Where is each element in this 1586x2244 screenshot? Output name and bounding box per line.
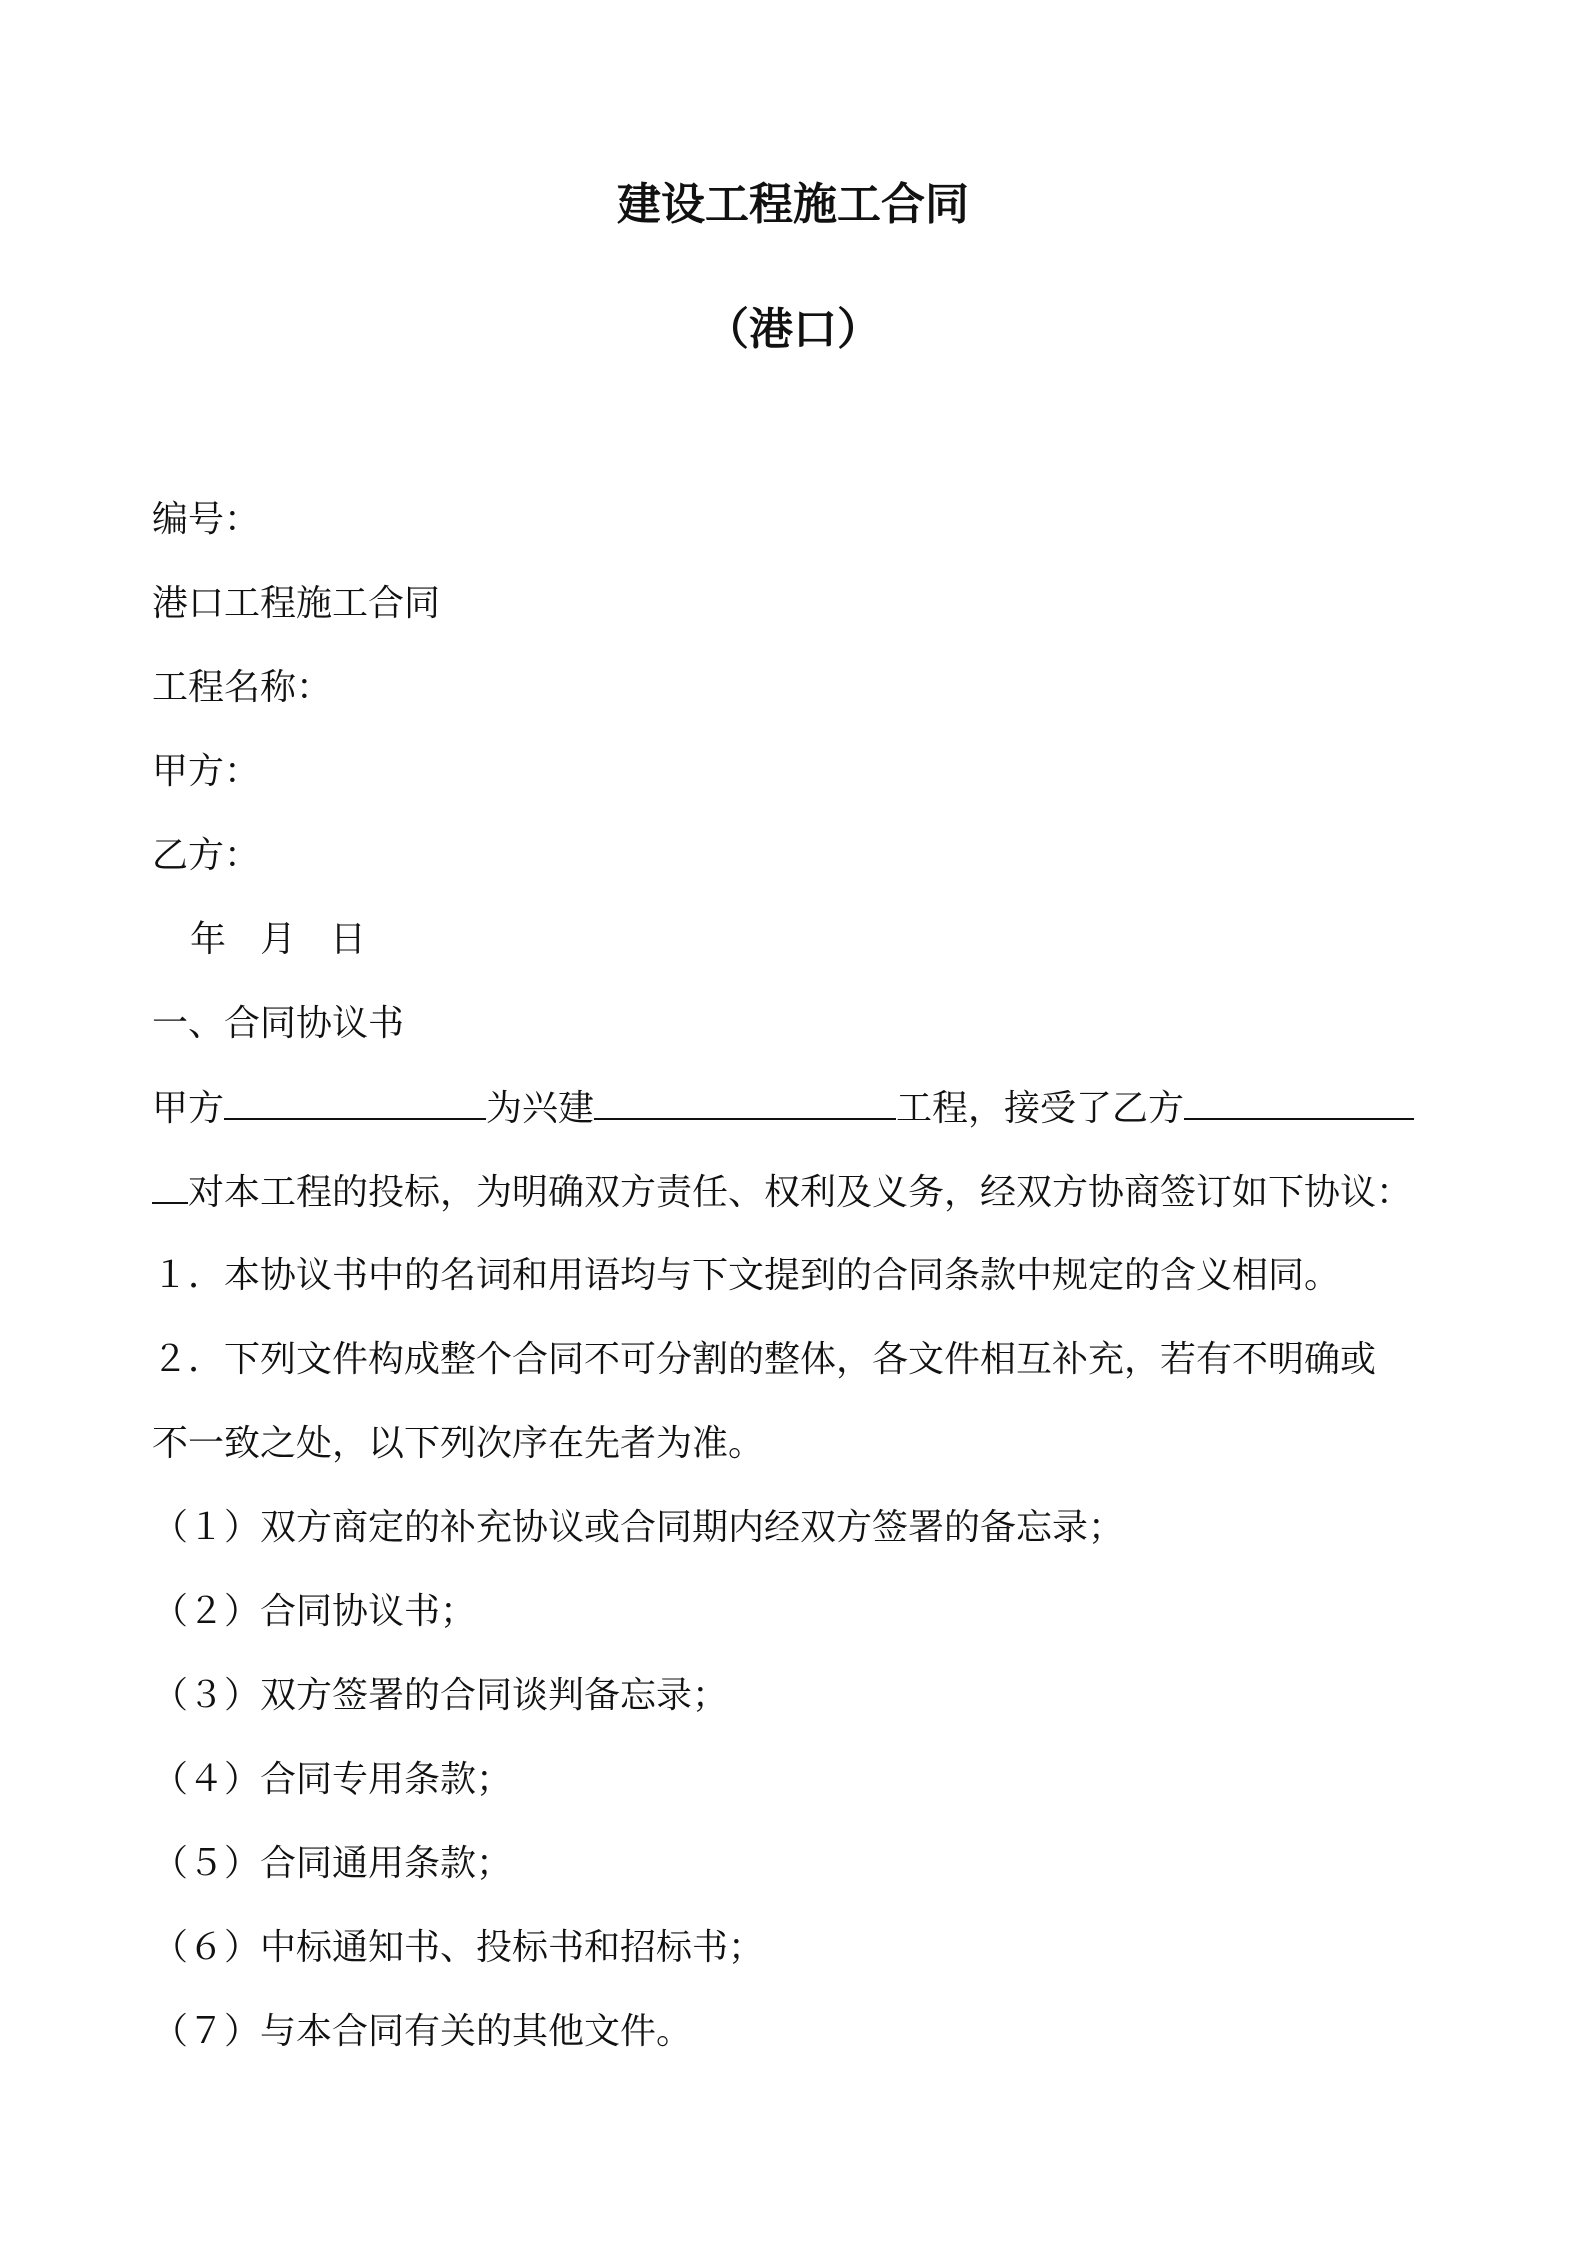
clause-2-line-1: ２．下列文件构成整个合同不可分割的整体，各文件相互补充，若有不明确或 — [152, 1339, 1377, 1380]
party-a-label: 甲方： — [152, 751, 261, 792]
date-day: 日 — [330, 919, 367, 960]
intro-line-2 — [152, 1168, 1442, 1217]
list-item: （２）合同协议书； — [152, 1591, 477, 1632]
intro-party-a: 甲方 — [152, 1088, 225, 1129]
party-a-blank[interactable] — [224, 1084, 486, 1120]
section-heading: 一、合同协议书 — [152, 1003, 405, 1044]
project-name-label: 工程名称： — [152, 667, 333, 708]
document-title: 建设工程施工合同 — [617, 179, 969, 230]
intro-line-1 — [152, 1084, 1442, 1133]
party-b-label: 乙方： — [152, 835, 261, 876]
party-b-blank[interactable] — [1184, 1084, 1414, 1120]
date-line — [190, 916, 1480, 964]
list-item: （５）合同通用条款； — [152, 1843, 513, 1884]
intro-build: 为兴建 — [486, 1088, 595, 1129]
list-item: （４）合同专用条款； — [152, 1759, 513, 1800]
list-item: （６）中标通知书、投标书和招标书； — [152, 1927, 765, 1968]
document-subtitle: （港口） — [705, 304, 881, 355]
intro-agreement: 对本工程的投标，为明确双方责任、权利及义务，经双方协商签订如下协议： — [188, 1172, 1413, 1213]
date-year: 年 — [190, 919, 227, 960]
clause-2-line-2: 不一致之处，以下列次序在先者为准。 — [152, 1423, 765, 1464]
list-item: （３）双方签署的合同谈判备忘录； — [152, 1675, 729, 1716]
clause-1: １．本协议书中的名词和用语均与下文提到的合同条款中规定的含义相同。 — [152, 1255, 1341, 1296]
project-blank[interactable] — [594, 1084, 896, 1120]
intro-party-b: 工程，接受了乙方 — [896, 1088, 1185, 1129]
list-item: （１）双方商定的补充协议或合同期内经双方签署的备忘录； — [152, 1507, 1125, 1548]
date-month: 月 — [260, 919, 297, 960]
number-label: 编号： — [152, 499, 261, 540]
contract-name: 港口工程施工合同 — [152, 583, 441, 624]
list-item: （７）与本合同有关的其他文件。 — [152, 2011, 693, 2052]
party-b-blank-continued[interactable] — [152, 1168, 188, 1204]
